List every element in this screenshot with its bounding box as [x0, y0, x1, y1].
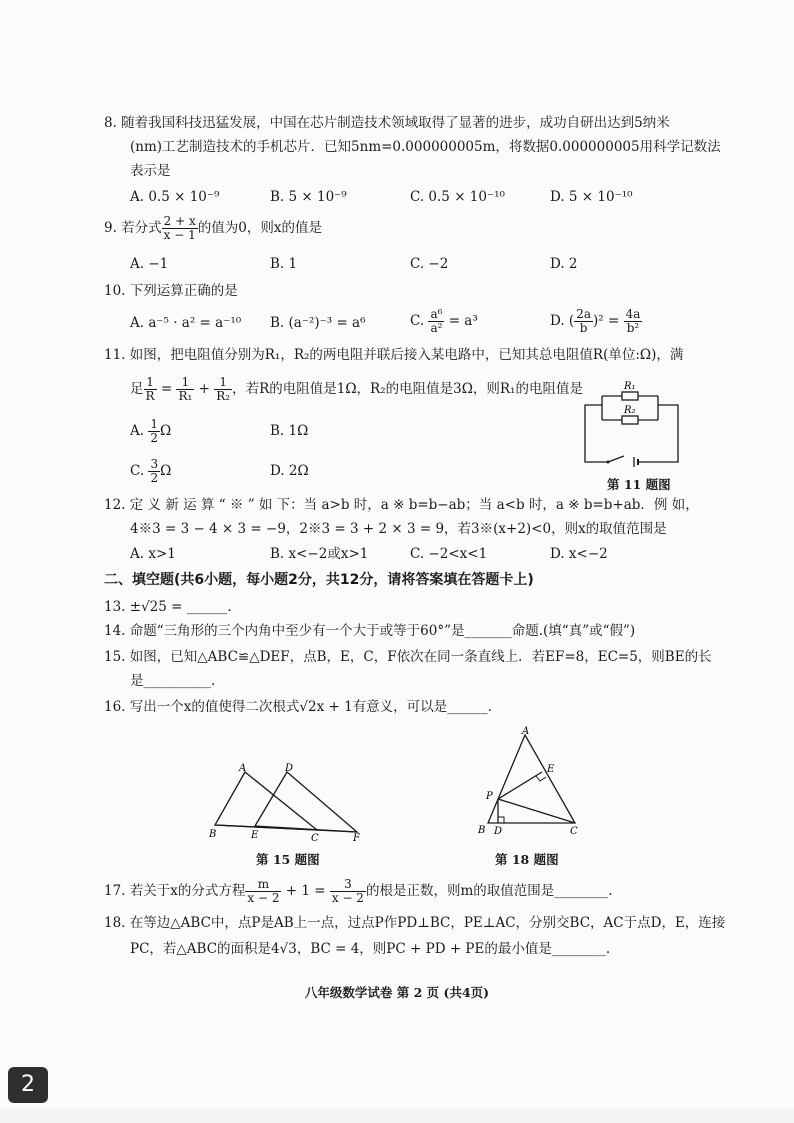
q12-option-c: C. −2<x<1	[410, 546, 488, 562]
q17-frac-left-den: x − 2	[247, 891, 280, 905]
q17-suffix: 的根是正数，则m的取值范围是________.	[365, 883, 613, 899]
q15-line2: 是__________.	[130, 673, 216, 689]
q10-d-den: b	[579, 321, 588, 335]
q8-line1: 8. 随着我国科技迅猛发展，中国在芯片制造技术领域取得了显著的进步，成功自研出达到5纳米	[104, 115, 670, 131]
q11-eq: =	[160, 381, 173, 397]
label-f: F	[353, 833, 360, 842]
page-number-badge: 2	[8, 1067, 48, 1103]
q8-line3: 表示是	[130, 163, 171, 179]
q8-option-d: D. 5 × 10⁻¹⁰	[550, 189, 633, 205]
q15-triangles-figure	[205, 762, 375, 842]
q10-stem: 10. 下列运算正确的是	[104, 283, 238, 299]
q17-frac-right-den: x − 2	[331, 891, 364, 905]
q11-frac-r2	[214, 376, 232, 403]
q12-line1: 12. 定 义 新 运 算 “ ※ ” 如 下：当 a>b 时，a ※ b=b−ab；当 a<b 时，a ※ b=b+ab．例 如，	[104, 497, 699, 513]
q11-a-fraction	[148, 418, 160, 445]
triangle-abc	[215, 772, 317, 830]
triangle-def	[255, 772, 357, 832]
resistor-r2	[622, 416, 638, 424]
q12-line2: 4※3 = 3 − 4 × 3 = −9，2※3 = 3 + 2 × 3 = 9，若3※(x+2)<0，则x的取值范围是	[130, 521, 667, 537]
page-footer: 八年级数学试卷 第 2 页 (共4页)	[304, 985, 490, 1000]
q11-option-c	[130, 454, 171, 488]
q11-frac-r-den: R	[145, 389, 155, 403]
q11-option-d: D. 2Ω	[270, 463, 309, 479]
right-angle-e	[536, 776, 546, 781]
q9-option-b: B. 1	[270, 256, 298, 272]
q16-text: 16. 写出一个x的值使得二次根式√2x + 1有意义，可以是______.	[104, 699, 492, 715]
q11-a-label: A.	[130, 423, 145, 439]
q13-text: 13. ±√25 = ______.	[104, 599, 232, 615]
q17-frac-right	[330, 878, 366, 905]
label-r2: R₂	[624, 405, 636, 416]
label-r1: R₁	[624, 381, 636, 392]
q10-d-result-fraction	[624, 308, 643, 335]
q11-fig-caption: 第 11 题图	[607, 477, 671, 492]
q10-option-d	[550, 303, 642, 339]
q9-stem	[104, 213, 322, 243]
q10-option-c	[410, 303, 478, 339]
q11-frac-r1-den: R₁	[178, 389, 193, 403]
q9-option-d: D. 2	[550, 256, 578, 272]
q17-frac-left-num: m	[245, 878, 281, 892]
q14-text: 14. 命题“三角形的三个内角中至少有一个大于或等于60°”是_______命题.(填“真”或“假”)	[104, 623, 636, 639]
q11-line2	[130, 372, 583, 406]
resistor-r1	[622, 392, 638, 400]
q10-d-num: 2a	[576, 307, 591, 321]
q10-c-num: a⁶	[430, 307, 443, 321]
label-b: B	[478, 825, 486, 836]
q8-option-a: A. 0.5 × 10⁻⁹	[130, 189, 220, 205]
q18-equilateral-figure	[470, 725, 590, 840]
q9-suffix: 的值为0，则x的值是	[197, 220, 322, 236]
q18-line2: PC，若△ABC的面积是4√3，BC = 4，则PC + PD + PE的最小值是________.	[130, 941, 611, 957]
q11-plus: +	[198, 381, 210, 397]
q10-d-rnum: 4a	[625, 307, 641, 321]
q15-line1: 15. 如图，已知△ABC≌△DEF，点B，E，C，F依次在同一条直线上．若EF=8，EC=5，则BE的长	[104, 649, 712, 665]
q11-option-b: B. 1Ω	[270, 423, 309, 439]
q11-frac-r-num: 1	[144, 376, 157, 390]
q11-c-den: 2	[150, 471, 159, 485]
q10-c-fraction	[428, 308, 444, 335]
q11-line1: 11. 如图，把电阻值分别为R₁，R₂的两电阻并联后接入某电路中，已知其总电阻值R(单位:Ω)，满	[104, 347, 684, 363]
q10-c-den: a²	[430, 321, 443, 335]
q9-frac-num: 2 + x	[163, 214, 196, 228]
q11-frac-r1-num: 1	[176, 376, 194, 390]
q11-c-unit: Ω	[160, 463, 172, 479]
q12-option-b: B. x<−2或x>1	[270, 546, 369, 562]
q8-option-c: C. 0.5 × 10⁻¹⁰	[410, 189, 505, 205]
q11-frac-r1	[176, 376, 194, 403]
q10-d-fraction	[574, 308, 593, 335]
label-a: A	[239, 763, 247, 774]
q18-line1: 18. 在等边△ABC中，点P是AB上一点，过点P作PD⊥BC，PE⊥AC，分别交BC，AC于点D，E，连接	[104, 915, 726, 931]
q18-fig-caption: 第 18 题图	[495, 852, 559, 867]
circuit-switch	[608, 456, 624, 462]
q8-line2: (nm)工艺制造技术的手机芯片．已知5nm=0.000000005m，将数据0.000000005用科学记数法	[130, 139, 721, 155]
q11-option-a	[130, 414, 171, 448]
section-fill-in-title: 二、填空题(共6小题，每小题2分，共12分，请将答案填在答题卡上)	[104, 572, 534, 588]
q11-c-num: 3	[150, 457, 159, 471]
q10-option-b: B. (a⁻²)⁻³ = a⁶	[270, 315, 366, 331]
q11-a-unit: Ω	[159, 423, 172, 439]
switch-pivot	[607, 461, 610, 464]
q10-d-rden: b²	[626, 321, 640, 335]
right-angle-d	[498, 817, 504, 823]
q11-c-label: C.	[130, 463, 145, 479]
q9-frac-den: x − 1	[163, 228, 196, 242]
q9-fraction	[162, 215, 198, 242]
q17-frac-left	[245, 878, 281, 905]
q9-prefix: 9. 若分式	[104, 220, 162, 236]
q11-suffix: ，若R的电阻值是1Ω，R₂的电阻值是3Ω，则R₁的电阻值是	[232, 381, 583, 397]
q17-frac-right-num: 3	[330, 878, 366, 892]
q8-option-b: B. 5 × 10⁻⁹	[270, 189, 347, 205]
q12-option-a: A. x>1	[130, 546, 176, 562]
label-c: C	[311, 833, 319, 842]
label-d: D	[494, 826, 503, 837]
q10-d-label: D. (	[550, 313, 575, 329]
q11-frac-r2-den: R₂	[216, 389, 231, 403]
label-e: E	[251, 830, 259, 841]
q9-option-c: C. −2	[410, 256, 449, 272]
q9-option-a: A. −1	[130, 256, 169, 272]
q10-c-label: C.	[410, 313, 425, 329]
label-b: B	[209, 829, 217, 840]
label-e: E	[547, 764, 555, 775]
circuit-wire-right	[642, 405, 678, 462]
label-p: P	[486, 791, 493, 802]
q17-line	[104, 874, 613, 908]
q10-c-rhs: = a³	[448, 313, 478, 329]
q17-prefix: 17. 若关于x的分式方程	[104, 883, 246, 899]
label-a: A	[522, 726, 530, 737]
label-c: C	[570, 826, 578, 837]
q11-a-num: 1	[150, 417, 158, 431]
label-d: D	[285, 763, 294, 774]
q12-option-d: D. x<−2	[550, 546, 608, 562]
q11-prefix: 足	[130, 381, 144, 397]
q17-mid: + 1 =	[285, 883, 326, 899]
circuit-wire-left	[585, 405, 608, 462]
segment-pe	[498, 772, 542, 799]
q11-frac-r	[144, 376, 157, 403]
q11-c-fraction	[148, 458, 160, 485]
q11-frac-r2-num: 1	[214, 376, 232, 390]
q10-d-mid: )² =	[593, 313, 620, 329]
q11-a-den: 2	[150, 431, 158, 445]
line-bf	[215, 825, 357, 832]
q10-option-a: A. a⁻⁵ · a² = a⁻¹⁰	[130, 315, 242, 331]
q11-circuit-figure	[580, 380, 690, 470]
q15-fig-caption: 第 15 题图	[256, 852, 320, 867]
